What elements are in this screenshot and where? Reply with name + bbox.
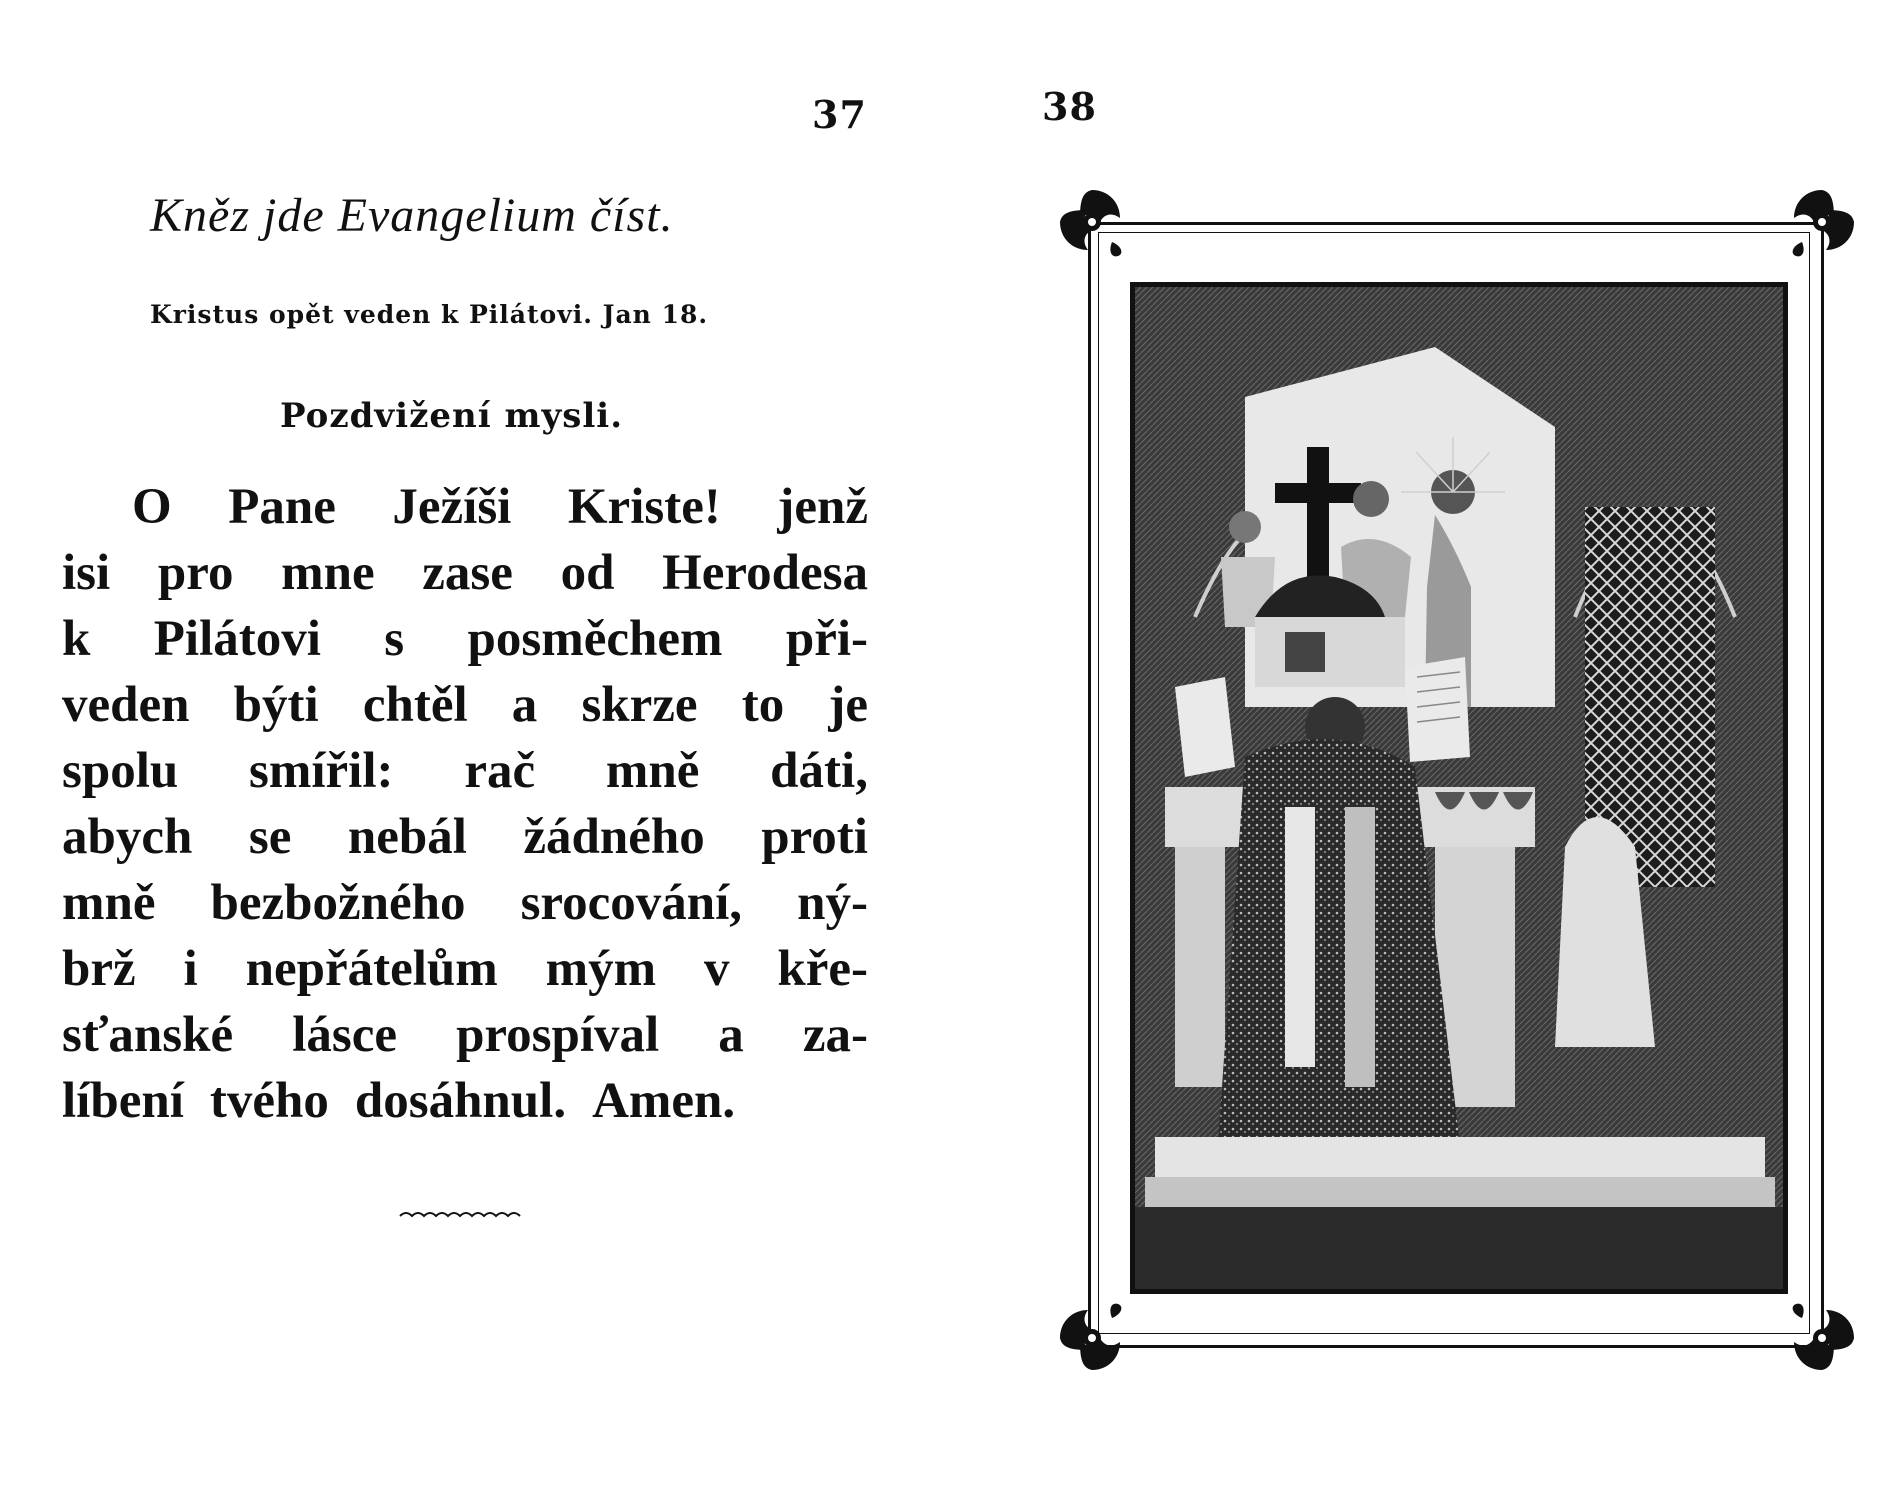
text-word: býti: [233, 677, 319, 733]
text-word: posměchem: [467, 611, 723, 667]
text-word: Herodesa: [662, 545, 868, 601]
text-word: jenž: [777, 479, 868, 535]
text-word: mým: [545, 941, 657, 997]
text-word: spolu: [62, 743, 179, 799]
section-title: Pozdvižení mysli.: [280, 396, 624, 436]
text-word: v: [703, 941, 730, 997]
text-word: brž: [62, 941, 136, 997]
page-number-left: 37: [812, 92, 867, 137]
text-word: abych: [62, 809, 193, 865]
text-word: od: [560, 545, 615, 601]
text-word: zase: [422, 545, 513, 601]
text-word: dosáhnul.: [354, 1073, 567, 1129]
text-word: nepřátelům: [245, 941, 498, 997]
text-word: Amen.: [592, 1073, 736, 1129]
text-word: Pane: [228, 479, 336, 535]
engraving-priest-at-altar-icon: [1130, 282, 1788, 1294]
text-word: nebál: [347, 809, 467, 865]
left-page: [0, 0, 940, 1500]
text-word: i: [183, 941, 198, 997]
corner-ornament-icon: [1052, 182, 1132, 262]
text-word: proti: [761, 809, 868, 865]
text-line: [62, 672, 868, 738]
text-word: žádného: [523, 809, 705, 865]
text-word: srocování,: [520, 875, 743, 931]
text-line: [62, 1002, 868, 1068]
text-word: sťanské: [62, 1007, 234, 1063]
text-word: to: [741, 677, 785, 733]
text-word: bezbožného: [210, 875, 466, 931]
page-number-right: 38: [1042, 84, 1097, 129]
text-word: smířil:: [249, 743, 394, 799]
text-line: [62, 474, 868, 540]
text-word: pro: [157, 545, 234, 601]
text-word: a: [718, 1007, 744, 1063]
ornamental-rule-icon: [398, 1208, 528, 1220]
text-word: mně: [62, 875, 156, 931]
text-word: skrze: [581, 677, 698, 733]
text-word: rač: [464, 743, 536, 799]
page-heading: Kněz jde Evangelium číst.: [150, 189, 674, 242]
corner-ornament-icon: [1782, 1298, 1862, 1378]
text-word: mne: [281, 545, 375, 601]
text-word: se: [248, 809, 292, 865]
text-line: [62, 936, 868, 1002]
text-word: líbení: [62, 1073, 184, 1129]
text-word: s: [384, 611, 405, 667]
text-word: lásce: [292, 1007, 397, 1063]
corner-ornament-icon: [1782, 182, 1862, 262]
text-word: mně: [605, 743, 700, 799]
text-word: dáti,: [770, 743, 868, 799]
text-line: [62, 870, 868, 936]
text-word: veden: [62, 677, 190, 733]
text-line: [62, 804, 868, 870]
text-word: tvého: [209, 1073, 329, 1129]
text-line: [62, 540, 868, 606]
text-word: kře-: [777, 941, 868, 997]
text-word: je: [828, 677, 868, 733]
text-word: isi: [62, 545, 111, 601]
text-word: Ježíši: [392, 479, 512, 535]
page-subheading: Kristus opět veden k Pilátovi. Jan 18.: [150, 300, 709, 329]
text-word: Kriste!: [567, 479, 721, 535]
text-word: za-: [802, 1007, 868, 1063]
text-word: k: [62, 611, 91, 667]
text-word: chtěl: [362, 677, 468, 733]
text-line: [62, 606, 868, 672]
corner-ornament-icon: [1052, 1298, 1132, 1378]
text-word: ný-: [797, 875, 868, 931]
text-word: Pilátovi: [153, 611, 321, 667]
text-word: prospíval: [456, 1007, 660, 1063]
text-word: O: [132, 479, 172, 535]
text-word: a: [511, 677, 538, 733]
text-line: [62, 1068, 868, 1134]
prayer-text: [62, 474, 868, 1134]
text-line: [62, 738, 868, 804]
text-word: při-: [785, 611, 868, 667]
